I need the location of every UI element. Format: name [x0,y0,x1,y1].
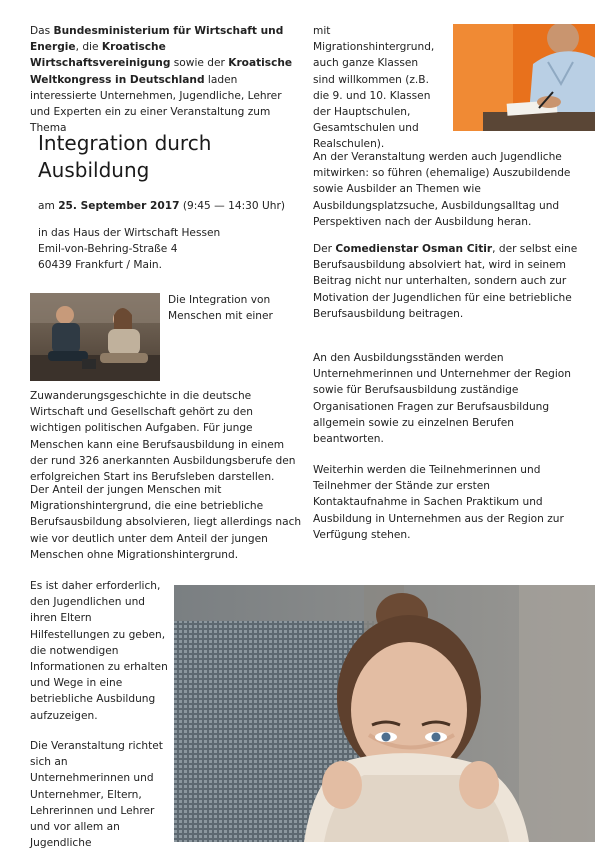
paragraph-erforderlich [30,578,168,724]
paragraph-anteil-text: Der Anteil der jungen Menschen mit Migrationshintergrund, die eine betriebliche Berufsausbildung absolvieren, liegt allerdings nach wie vor deutlich unter dem Anteil der jungen Menschen ohne Migrationshintergrund. [30,484,302,561]
date-value: 25. September 2017 [58,200,180,212]
photo-office [453,24,595,131]
intro-text: sowie der [170,57,229,70]
venue-line: in das Haus der Wirtschaft Hessen [38,227,221,239]
event-title [38,130,303,184]
paragraph-comedian [313,241,581,322]
event-venue [38,225,303,274]
comedian-text: Der [313,243,336,255]
intro-text: , die [75,41,102,54]
photo-woman-sweater [174,585,595,842]
comedian-name: Comedienstar Osman Citir [335,243,493,255]
paragraph-jugendliche-text: An der Veranstaltung werden auch Jugendliche mitwirken: so führen (ehemalige) Auszubildende sowie Ausbilder an Themen wie Ausbildungsplatzsuche, Ausbildungsalltag und Perspektiven nach der Ausbildung heran. [313,151,571,228]
time-value: (9:45 — 14:30 Uhr) [179,200,285,212]
organizer-kwv: Kroatische Wirtschaftsvereinigung [30,41,171,70]
event-title-line2: Ausbildung [38,158,150,182]
venue-line: Emil-von-Behring-Straße 4 [38,243,178,256]
date-prefix: am [38,200,59,212]
comedian-text: , der selbst eine Berufsausbildung absolviert hat, wird in seinem Beitrag nicht nur unterhalten, sondern auch zur Motivation der Jugendlichen für eine betriebliche Berufsausbildung beitragen. [313,243,578,320]
organizer-kwk: Kroatische Weltkongress in Deutschland [30,57,293,86]
intro-text: Das [30,25,54,37]
paragraph-staende-text: An den Ausbildungsständen werden Unternehmerinnen und Unternehmer der Region sowie für Berufsausbildung zuständige Organisationen Fragen zur Berufsausbildung allgemein sowie zu einzelnen Berufen beantworten. [313,352,571,446]
paragraph-integration [30,292,303,485]
organizer-bmwi: Bundesministerium für Wirtschaft und Energie [30,25,284,54]
paragraph-erforderlich-text: Es ist daher erforderlich, den Jugendlichen und ihren Eltern Hilfestellungen zu geben, die notwendigen Informationen zu erhalten und Wege in eine betriebliche Ausbildung aufzuzeigen. [30,580,168,722]
paragraph-migration [313,23,443,153]
paragraph-anteil [30,482,303,563]
paragraph-staende [313,350,581,447]
venue-line: 60439 Frankfurt / Main. [38,259,163,272]
paragraph-richtet [30,738,168,851]
paragraph-weiterhin-text: Weiterhin werden die Teilnehmerinnen und Teilnehmer der Stände zur ersten Kontaktaufnahme in Sachen Praktikum und Ausbildung in Unternehmen aus der Region zur Verfügung stehen. [313,464,564,541]
paragraph-weiterhin [313,462,581,543]
paragraph-jugendliche [313,149,581,230]
paragraph-integration-text: Die Integration von Menschen mit einer Zuwanderungsgeschichte in die deutsche Wirtschaft und Gesellschaft gehört zu den wichtigen politischen Aufgaben. Für junge Menschen kann eine Berufsausbildung in einem der rund 326 anerkannten Ausbildungsberufe den erfolgreichen Start ins Berufsleben darstellen. [30,294,296,484]
event-title-line1: Integration durch [38,131,212,155]
paragraph-richtet-text: Die Veranstaltung richtet sich an Unternehmerinnen und Unternehmer, Eltern, Lehrerinnen und Lehrer und vor allem an Jugendliche [30,740,163,850]
paragraph-migration-text: mit Migrationshintergrund, auch ganze Klassen sind willkommen (z.B. die 9. und 10. Klassen der Hauptschulen, Gesamtschulen und Realschulen). [313,25,435,151]
intro-paragraph [30,23,302,136]
intro-text: laden interessierte Unternehmen, Jugendliche, Lehrer und Experten ein zu einer Veranstaltung zum Thema [30,73,282,135]
event-date [38,198,303,214]
